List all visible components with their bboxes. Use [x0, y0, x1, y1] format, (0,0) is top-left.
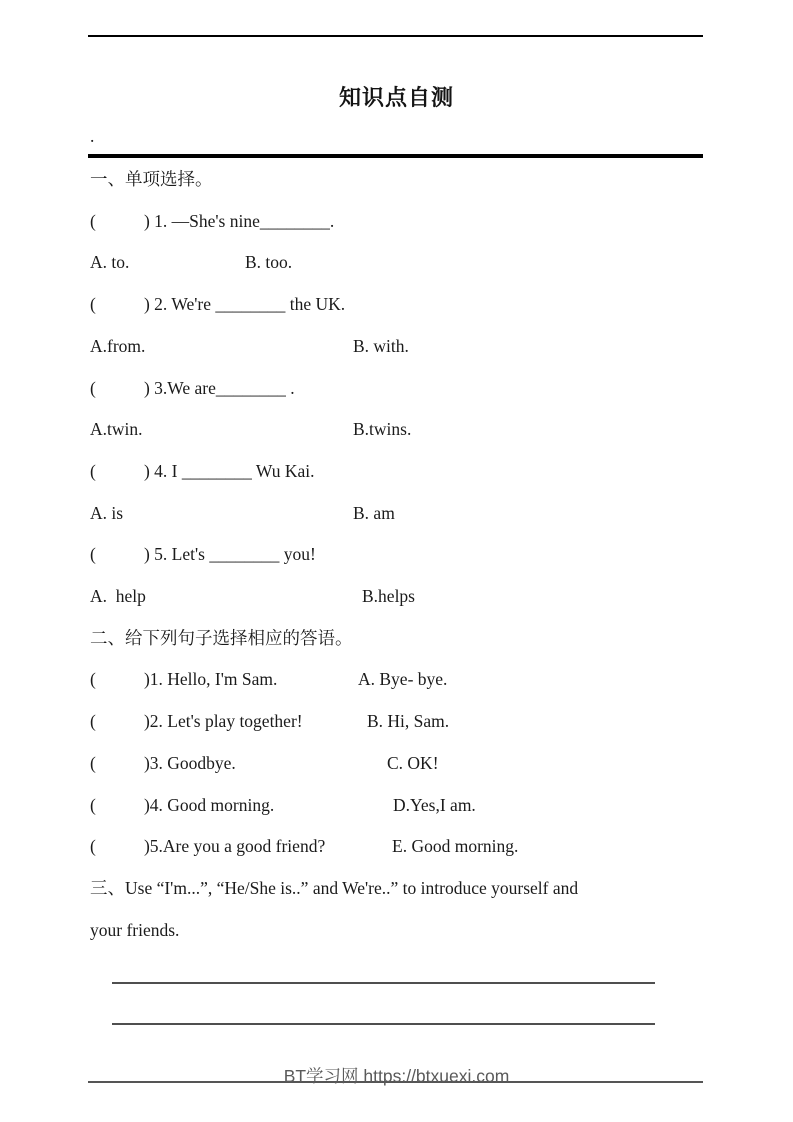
section3-heading-line2: your friends. [90, 919, 180, 940]
option-b: B. am [353, 502, 395, 523]
match-answer: D.Yes,I am. [393, 794, 476, 815]
option-a: A.from. [90, 335, 146, 356]
match-line-5 [90, 826, 708, 868]
question-line-4: ( ) 4. I ________ Wu Kai. [90, 460, 315, 481]
option-b: B.helps [362, 586, 415, 607]
section2-heading: 二、给下列句子选择相应的答语。 [90, 627, 353, 648]
question-line-3: ( ) 3.We are________ . [90, 377, 295, 398]
option-a: A. is [90, 502, 124, 523]
match-answer: A. Bye- bye. [358, 669, 448, 690]
match-answer: E. Good morning. [392, 836, 519, 857]
match-line-1 [90, 659, 708, 701]
question-line-1: ( ) 1. —She's nine________. [90, 210, 335, 231]
section3-heading-line1: 三、Use “I'm...”, “He/She is..” and We're..” to introduce yourself and [90, 877, 579, 898]
options-line-1 [90, 242, 708, 284]
section1-heading: 一、单项选择。 [90, 169, 213, 189]
option-a: A. to. [90, 252, 130, 273]
match-line-2 [90, 701, 708, 743]
worksheet-body [90, 159, 708, 951]
options-line-4 [90, 493, 708, 535]
match-question: ( )2. Let's play together! [90, 711, 303, 732]
option-a: A.twin. [90, 419, 143, 440]
options-line-2 [90, 326, 708, 368]
footer-watermark: BT学习网 https://btxuexi.com [283, 1066, 510, 1086]
match-answer: B. Hi, Sam. [367, 711, 450, 732]
options-line-3 [90, 409, 708, 451]
answer-writing-line-2 [112, 1023, 655, 1025]
question-line-2: ( ) 2. We're ________ the UK. [90, 294, 346, 315]
title-divider-rule [88, 154, 703, 158]
match-line-3 [90, 743, 708, 785]
option-b: B. too. [245, 252, 293, 273]
page-title: 知识点自测 [338, 85, 454, 110]
match-line-4 [90, 785, 708, 827]
match-answer: C. OK! [387, 752, 439, 773]
question-line-5: ( ) 5. Let's ________ you! [90, 544, 316, 565]
option-a: A. help [90, 586, 146, 607]
match-question: ( )3. Goodbye. [90, 752, 236, 773]
match-question: ( )5.Are you a good friend? [90, 836, 326, 857]
match-question: ( )4. Good morning. [90, 794, 275, 815]
header-rule [88, 35, 703, 37]
answer-writing-line-1 [112, 982, 655, 984]
option-b: B.twins. [353, 419, 412, 440]
stray-period: . [90, 126, 95, 146]
match-question: ( )1. Hello, I'm Sam. [90, 669, 278, 690]
options-line-5 [90, 576, 708, 618]
option-b: B. with. [353, 335, 409, 356]
